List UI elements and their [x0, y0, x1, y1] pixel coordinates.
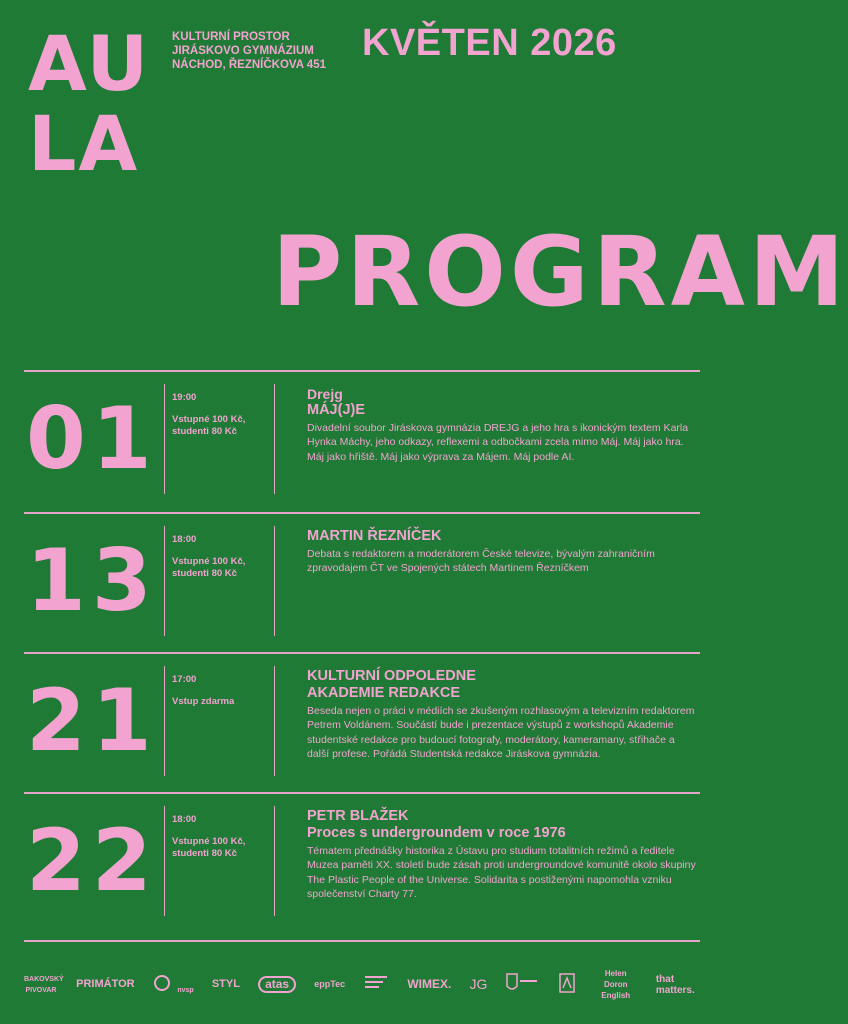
that-matters-logo: that matters. — [655, 973, 695, 996]
venue-line1: KULTURNÍ PROSTOR — [172, 31, 290, 43]
event-title: Proces s undergroundem v roce 1976 — [307, 825, 566, 841]
sponsor-bar — [24, 968, 700, 1001]
helen-doron-logo: Helen Doron English — [601, 969, 631, 1000]
jg-logo: JG — [469, 976, 488, 992]
event-description: Debata s redaktorem a moderátorem České televize, bývalým zahraničním zpravodajem ČT ve Spojených státech Martinem Řezníčkem — [307, 548, 655, 575]
column-divider — [164, 666, 165, 776]
event-price: Vstupné 100 Kč, studenti 80 Kč — [172, 556, 246, 579]
epptec-logo: eppTec — [314, 979, 346, 989]
column-divider — [164, 384, 165, 494]
event-subtitle: PETR BLAŽEK — [307, 808, 409, 824]
event-day: 21 — [26, 671, 158, 771]
aula-logo-line2: LA — [28, 99, 140, 188]
divider — [24, 940, 700, 942]
venue-line2: JIRÁSKOVO GYMNÁZIUM — [172, 45, 314, 57]
wimex-logo: WIMEX. — [407, 977, 452, 991]
column-divider — [274, 384, 275, 494]
column-divider — [274, 666, 275, 776]
event-content — [307, 386, 697, 464]
venue-line3: NÁCHOD, ŘEZNÍČKOVA 451 — [172, 59, 326, 71]
bakovsky-logo: BAKOVSKÝ PIVOVAR — [24, 975, 64, 994]
event-title: MÁJ(J)E — [307, 402, 366, 418]
event-time: 17:00 — [172, 674, 197, 685]
primator-logo: PRIMÁTOR — [76, 978, 135, 990]
column-divider — [274, 806, 275, 916]
venue-info — [172, 30, 326, 72]
styl-logo: STYL — [211, 978, 240, 990]
program-heading: PROGRAM — [272, 216, 848, 328]
aula-logo-line1: AU — [28, 19, 151, 108]
event-day: 01 — [26, 389, 158, 489]
atas-logo: atas — [258, 976, 296, 993]
event-title: AKADEMIE REDAKCE — [307, 685, 461, 701]
nachod-logo — [558, 972, 576, 997]
event-description: Divadelní soubor Jiráskova gymnázia DREJG a jeho hra s ikonickým textem Karla Hynka Máchy, jeho odkazy, reflexemi a odbočkami zcela mimo Máj. Máj jako hra. Máj jako hřiště. Máj jako výprava za Májem. Máj podle AI. — [307, 422, 689, 463]
aula-logo — [28, 19, 151, 188]
column-divider — [164, 806, 165, 916]
nvsp-logo — [153, 974, 194, 996]
event-time: 18:00 — [172, 814, 197, 825]
event-description: Beseda nejen o práci v médiích se zkušeným rozhlasovým a televizním redaktorem Petrem Voldánem. Součástí bude i prezentace výstupů z workshopů Akademie studentské redakce pro budoucí fotografy, moderátory, kameramany, střihače a další profese. Pořádá Studentská redakce Jiráskova gymnázia. — [307, 705, 695, 760]
event-day: 13 — [26, 531, 158, 631]
event-price: Vstupné 100 Kč, studenti 80 Kč — [172, 836, 246, 859]
event-content — [307, 808, 697, 901]
event-content — [307, 528, 697, 576]
event-subtitle: KULTURNÍ ODPOLEDNE — [307, 668, 476, 684]
event-price: Vstupné 100 Kč, studenti 80 Kč — [172, 414, 246, 437]
event-time: 18:00 — [172, 534, 197, 545]
city-logo — [363, 972, 389, 997]
nvsp-text: nvsp — [177, 986, 194, 994]
event-subtitle: Drejg — [307, 386, 343, 402]
column-divider — [274, 526, 275, 636]
event-title: MARTIN ŘEZNÍČEK — [307, 528, 442, 544]
event-description: Tématem přednášky historika z Ústavu pro studium totalitních režimů a ředitele Muzea paměti XX. století bude zásah proti undergroundové komunitě okolo skupiny The Plastic People of the Universe. Solidarita s postiženými napomohla vzniku společenství Charty 77. — [307, 845, 696, 900]
event-time: 19:00 — [172, 392, 197, 403]
event-row — [24, 794, 700, 934]
month-title: KVĚTEN 2026 — [362, 22, 617, 64]
column-divider — [164, 526, 165, 636]
event-content — [307, 668, 697, 761]
event-day: 22 — [26, 811, 158, 911]
event-price: Vstup zdarma — [172, 696, 235, 707]
event-row — [24, 514, 700, 654]
region-logo — [505, 972, 539, 997]
event-row — [24, 654, 700, 794]
event-row — [24, 372, 700, 512]
